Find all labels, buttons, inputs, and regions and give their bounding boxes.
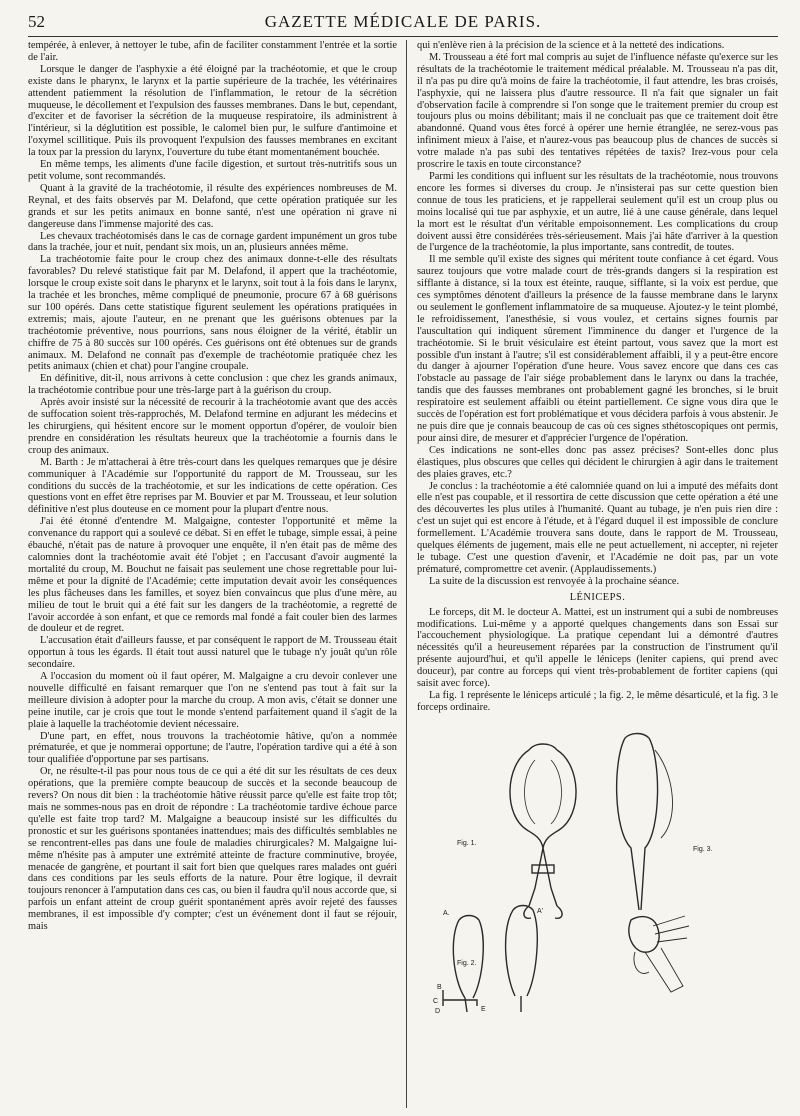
page-number: 52	[28, 12, 45, 31]
paragraph: L'accusation était d'ailleurs fausse, et par conséquent le rapport de M. Trousseau était opportun à tous les égards. Il était tout aussi naturel que le tubage n'y jouât qu'un rôle secondaire.	[28, 635, 397, 671]
figure-letter-c: C	[433, 997, 439, 1005]
paragraph: J'ai été étonné d'entendre M. Malgaigne, contester l'opportunité et même la convenance du rapport qui a soulevé ce débat. Si en effet le tubage, simple essai, à peine ébauché, n'était pas de nature à provoquer une enquête, il n'en était pas de même des calomnies dont la trachéotomie avait été l'objet ; en l'accusant d'avoir augmenté la mortalité du croup, M. Bouchut ne faisait pas seulement une chose regrettable pour lui-même et pour la dignité de l'Académie; cette imputation devait avoir les conséquences les plus fâcheuses dans les familles, et soyez bien convaincus que plus d'une mère, au milieu de tout le bruit qui a été fait sur les dangers de la trachéotomie, a regretté de l'avoir accordée à son enfant, et que ce remords mal fondé a fait couler bien des larmes de douleur et de regret.	[28, 516, 397, 635]
paragraph: Quant à la gravité de la trachéotomie, il résulte des expériences nombreuses de M. Reynal, et des faits observés par M. Delafond, que cette opération pratiquée sur les grands et sur les petits animaux en bonne santé, n'est une opération ni grave ni dangereuse dans l'immense majorité des cas.	[28, 182, 397, 230]
paragraph: La suite de la discussion est renvoyée à la prochaine séance.	[429, 575, 680, 587]
paragraph: M. Barth : Je m'attacherai à être très-court dans les quelques remarques que je désire communiquer à l'Académie sur l'opportunité du rapport de M. Trousseau, sur les conditions du succès de la trachéotomie, et sur les indications de cette opération. Ces questions vont en effet être reprises par M. Bouvier et par M. Trousseau, et leur solution définitive n'est plus douteuse en ce moment pour la plupart d'entre nous.	[28, 456, 397, 516]
paragraph: Les chevaux trachéotomisés dans le cas de cornage gardent impunément un gros tube dans la trachée, jour et nuit, pendant six mois, un an, plusieurs années même.	[28, 230, 397, 254]
figure-label-1: Fig. 1.	[457, 839, 477, 847]
journal-title: GAZETTE MÉDICALE DE PARIS.	[264, 12, 542, 31]
left-column	[28, 40, 397, 1110]
paragraph: Parmi les conditions qui influent sur les résultats de la trachéotomie, nous trouvons encore les formes si diverses du croup. Je n'insisterai pas sur cette question bien connue de tous les praticiens, et je rappellerai seulement qu'il est un croup plus ou moins localisé qui tue par asphyxie, et un autre, lié à une cause générale, dans lequel la mort est le résultat d'un véritable empoisonnement. Les complications du croup doivent aussi être considérées très-sérieusement. Mais j'ai hâte d'arriver à la question de l'urgence de la trachéotomie, la plus importante, sans contredit, de toutes.	[417, 170, 778, 254]
figure-letter-b: B	[437, 983, 442, 991]
paragraph: Ces indications ne sont-elles donc pas assez précises? Sont-elles donc plus élastiques, plus obscures que celles qui décident le chirurgien à agir dans le traitement des plaies graves, etc.?	[417, 444, 778, 480]
paragraph: En définitive, dit-il, nous arrivons à cette conclusion : que chez les grands animaux, la trachéotomie contribue pour une très-large part à la guérison du croup.	[28, 373, 397, 397]
figure-letter-d: D	[435, 1007, 441, 1015]
paragraph: Après avoir insisté sur la nécessité de recourir à la trachéotomie avant que des accès de suffocation soient très-rapprochés, M. Delafond termine en adjurant les médecins et les chirurgiens, qui hésitent encore sur le moment opportun d'opérer, de vouloir bien prendre en considération les résultats heureux que la trachéotomie a fournis dans le croup des animaux.	[28, 397, 397, 456]
paragraph: D'une part, en effet, nous trouvons la trachéotomie hâtive, qu'on a nommée prématurée, et que je nommerai opportune; de l'autre, l'opération tardive qui a été à son tour qualifiée d'opportune par ses partisans.	[28, 730, 397, 766]
figure-label-2: Fig. 2.	[457, 959, 477, 967]
paragraph: Lorsque le danger de l'asphyxie a été éloigné par la trachéotomie, et que le croup existe dans le pharynx, le larynx et la partie supérieure de la trachée, les vétérinaires attendent patiemment la résolution de l'inflammation, le retour de la sécrétion muqueuse, le décollement et l'expulsion des fausses membranes. Dans le but, cependant, d'exciter et de favoriser la sécrétion de la muqueuse respiratoire, ils administrent à l'intérieur, si la déglutition est possible, le calomel bien pur, le sulfure d'antimoine et l'oxymel scillitique. Puis ils provoquent l'expulsion des fausses membranes en excitant la toux par la pression du larynx, l'ouverture du tube étant momentanément bouchée.	[28, 63, 397, 159]
forceps-illustration	[417, 720, 778, 1016]
figure-letter-e: E	[481, 1005, 486, 1013]
paragraph: tempérée, à enlever, à nettoyer le tube, afin de faciliter constamment l'entrée et la sortie de l'air.	[28, 40, 397, 63]
paragraph: Je conclus : la trachéotomie a été calomniée quand on lui a imputé des méfaits dont elle n'est pas coupable, et il ressortira de cette discussion que cette opération a été une des découvertes les plus utiles à l'humanité. Quant au tubage, je n'en puis rien dire : c'est un sujet qui est encore à l'étude, et à l'égard duquel il est impossible de conclure formellement. L'Académie trouvera sans doute, dans le rapport de M. Trousseau, quelques éléments de jugement, mais elle ne peut actuellement, ni accepter, ni rejeter le tubage. C'est une question d'avenir, et l'Académie ne doit pas, par un vote prématuré, compromettre cet avenir. (Applaudissements.)	[417, 480, 778, 575]
section-title-leniceps: LÉNICEPS.	[569, 591, 626, 603]
forceps-figure	[417, 720, 778, 1016]
page-header	[28, 6, 778, 37]
paragraph: Il me semble qu'il existe des signes qui méritent toute confiance à cet égard. Vous saurez toujours que votre malade court de très-grands dangers si la respiration est sifflante à distance, si la toux est éteinte, rauque, sifflante, si la voix est perdue, que ces symptômes dénotent d'ailleurs la présence de la fausse membrane dans le larynx ou seulement le gonflement inflammatoire de sa muqueuse. Ajoutez-y le teint plombé, le refroidissement, l'anesthésie, si vous voulez, et certains signes fournis par l'auscultation qui indiquent sûrement l'imminence du danger et l'urgence de la trachéotomie. Si le bruit vésiculaire est éteint partout, vous savez que la mort est possible d'un instant à l'autre; s'il est considérablement affaibli, il y a peut-être encore du danger à ajourner l'opération d'une heure. Vous savez encore que dans ces cas l'obstacle au passage de l'air siége probablement dans le larynx ou dans la trachée, tandis que des fausses membranes ont probablement gagné les bronches, si le bruit respiratoire est seulement affaibli ou éteint partiellement. Ce signe vous dira que le succès de l'opération est fort problématique et vous décidera parfois à vous abstenir. Je ne puis dire que je connais beaucoup de cas où ces signes sthétoscopiques ont permis, pour ainsi dire, de mesurer et d'apprécier l'urgence de l'opération.	[417, 254, 778, 444]
paragraph: Le forceps, dit M. le docteur A. Mattei, est un instrument qui a subi de nombreuses modifications. Lui-même y a apporté quelques changements dans son Essai sur l'accouchement physiologique. La pratique cependant lui a démontré d'autres nécessités qu'il a heureusement réparées par la construction de l'instrument qu'il présente aujourd'hui, et qu'il appelle le léniceps (leniter capiens, qui prend avec douceur), par contre au forceps qui vient très-probablement de fortiter capiens (qui saisit avec force).	[417, 606, 778, 690]
paragraph: En même temps, les aliments d'une facile digestion, et surtout très-nutritifs sous un petit volume, sont recommandés.	[28, 159, 397, 182]
figure-letter-a-prime: A'	[537, 907, 544, 915]
right-column	[417, 40, 778, 1110]
figure-letter-a: A.	[443, 909, 450, 917]
paragraph: Or, ne résulte-t-il pas pour nous tous de ce qui a été dit sur les résultats de ces deux opérations, que la première compte beaucoup de succès et la seconde beaucoup de revers? On nous dit bien : la trachéotomie hâtive réussit parce qu'elle est faite trop tôt; mais ne sommes-nous pas en droit de répondre : La trachéotomie tardive échoue parce qu'elle est faite trop tard? M. Malgaigne a beaucoup insisté sur les difficultés du pronostic et sur les guérisons spontanées inattendues; mais des difficultés semblables ne se rencontrent-elles pas dans une foule de maladies chirurgicales? M. Malgaigne lui-même n'hésite pas à amputer une extrémité atteinte de fracture comminutive, broyée, menacée de gangrène, et pourtant il sait fort bien que quelques rares malades ont guéri dans ces conditions par les seuls efforts de la nature. Pour être logique, il devrait toujours renoncer à l'amputation dans ces cas, ou bien il faudra qu'il nous accorde que, si parfois un enfant atteint de croup guérit spontanément après avoir rejeté des fausses membranes, il est impossible d'y compter; c'est un événement dont il faut se réjouir, mais	[28, 766, 397, 933]
paragraph: La trachéotomie faite pour le croup chez des animaux donne-t-elle des résultats favorables? Du relevé statistique fait par M. Delafond, il appert que la trachéotomie, lorsque le croup existe soit dans le pharynx et le larynx, soit tout à la fois dans le larynx, la trachée et les bronches, même compliqué de pneumonie, procure 67 à 68 guérisons sur 100 opérés. Dans cette statistique figurent seulement les opérations pratiquées in extremis; mais, ajoute l'auteur, en ne prenant que les guérisons obtenues par la trachéotomie préventive, nous pourrions, sans nous éloigner de la vérité, établir un chiffre de 75 à 80 succès sur 100 opérés. Ces guérisons ont été obtenues sur de grands animaux. M. Delafond ne connaît pas d'exemple de trachéotomie pratiquée chez les petits animaux (chien et chat) pour l'angine croupale.	[28, 254, 397, 373]
column-divider	[406, 40, 407, 1108]
paragraph: La fig. 1 représente le léniceps articulé ; la fig. 2, le même désarticulé, et la fig. 3 le forceps ordinaire.	[417, 689, 778, 713]
paragraph: M. Trousseau a été fort mal compris au sujet de l'influence néfaste qu'exerce sur les résultats de la trachéotomie le traitement médical préalable. M. Trousseau n'a pas dit, il n'a pas pu dire qu'à moins de faire la trachéotomie, il faut attendre, les bras croisés, l'asphyxie, qui ne laissera plus d'autre ressource. Il n'a fait que signaler un fait d'observation facile à comprendre si l'on songe que le traitement premier du croup est toujours plus ou moins débilitant; mais il ne concluait pas que ce traitement doit être abandonné. Quand vous êtes forcé à opérer une hernie étranglée, ne serez-vous pas infiniment mieux à l'aise, et n'aurez-vous pas beaucoup plus de chances de succès si votre malade n'a pas subi des tentatives répétées de taxis? Irez-vous pour cela proscrire le taxis en toute circonstance?	[417, 51, 778, 171]
paragraph: qui n'enlève rien à la précision de la science et à la netteté des indications.	[417, 40, 725, 51]
figure-label-3: Fig. 3.	[693, 845, 713, 853]
paragraph: A l'occasion du moment où il faut opérer, M. Malgaigne a cru devoir conlever une nouvelle difficulté en faisant remarquer que l'on ne s'entend pas tout à fait sur la meilleure division à adopter pour la marche du croup. A mon avis, c'était se donner une peine inutile, car je crois que tout le monde s'entend parfaitement quand il s'agit de la plaie à laquelle la trachéotomie devient nécessaire.	[28, 671, 397, 730]
